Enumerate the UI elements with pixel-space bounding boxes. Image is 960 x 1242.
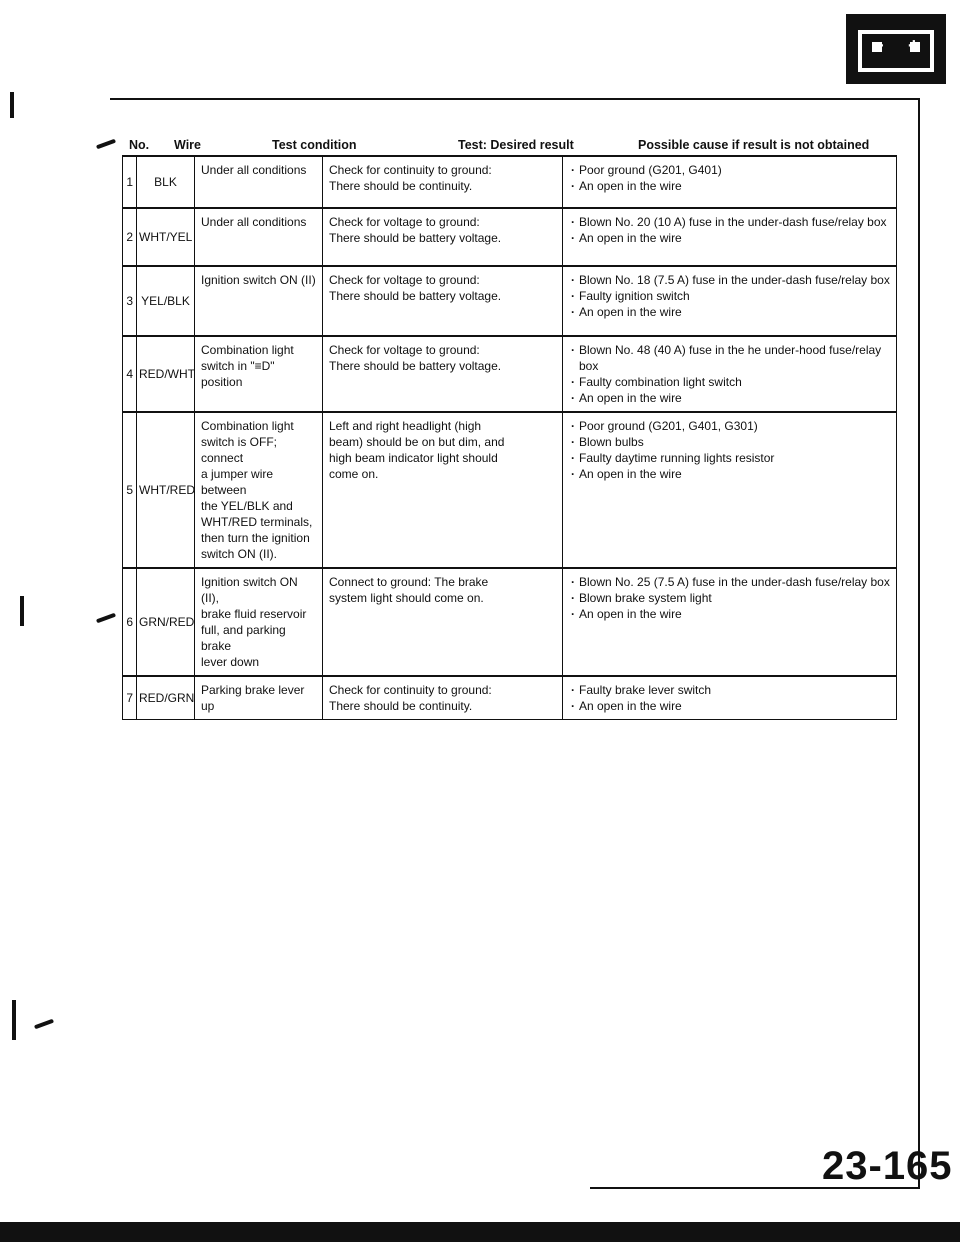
possible-cause-item: · Blown No. 20 (10 A) fuse in the under-dash fuse/relay box — [569, 214, 890, 230]
possible-cause-item: · Faulty daytime running lights resistor — [569, 450, 890, 466]
table-row — [123, 336, 897, 412]
desired-result-line: Check for voltage to ground: — [329, 273, 480, 287]
desired-result-cell — [323, 336, 563, 412]
test-condition-cell — [195, 568, 323, 676]
desired-result-cell — [323, 266, 563, 336]
table-row — [123, 676, 897, 720]
desired-result-cell — [323, 676, 563, 720]
table-row — [123, 568, 897, 676]
possible-cause-item: · Blown bulbs — [569, 434, 890, 450]
wire-color: WHT/YEL — [137, 208, 195, 266]
wire-color: BLK — [137, 156, 195, 208]
test-condition-cell — [195, 336, 323, 412]
desired-result-line: Left and right headlight (high — [329, 419, 482, 433]
desired-result-line: Check for voltage to ground: — [329, 215, 480, 229]
wire-color: RED/GRN — [137, 676, 195, 720]
bottom-bar — [0, 1222, 960, 1242]
battery-icon — [846, 14, 946, 84]
test-condition-line: brake fluid reservoir — [201, 607, 307, 621]
row-number: 5 — [123, 412, 137, 568]
wire-color: GRN/RED — [137, 568, 195, 676]
test-condition-line: switch is OFF; connect — [201, 435, 278, 465]
desired-result-cell — [323, 208, 563, 266]
margin-tick-mark — [96, 613, 116, 624]
desired-result-line: come on. — [329, 467, 379, 481]
desired-result-line: There should be continuity. — [329, 699, 473, 713]
battery-minus-sign: − — [872, 35, 884, 57]
desired-result-cell — [323, 568, 563, 676]
binding-mark — [10, 92, 14, 118]
possible-cause-item: · Blown No. 48 (40 A) fuse in the he under-hood fuse/relay box — [569, 342, 890, 374]
row-number: 3 — [123, 266, 137, 336]
header-no: No. — [129, 138, 150, 152]
header-test-condition: Test condition — [272, 138, 357, 152]
right-rule — [918, 98, 920, 1188]
test-condition-line: a jumper wire between — [201, 467, 274, 497]
header-possible-cause: Possible cause if result is not obtained — [638, 138, 870, 152]
possible-cause-item: · Faulty combination light switch — [569, 374, 890, 390]
diagnostic-table-body — [123, 156, 897, 720]
margin-tick-mark — [34, 1019, 54, 1030]
possible-cause-cell — [563, 412, 897, 568]
desired-result-line: high beam indicator light should — [329, 451, 498, 465]
row-number: 4 — [123, 336, 137, 412]
table-row — [123, 266, 897, 336]
test-condition-cell — [195, 412, 323, 568]
test-condition-cell — [195, 266, 323, 336]
possible-cause-item: · Blown brake system light — [569, 590, 890, 606]
test-condition-line: full, and parking brake — [201, 623, 286, 653]
test-condition-line: Under all conditions — [201, 163, 307, 177]
binding-mark — [20, 596, 24, 626]
test-condition-line: then turn the ignition — [201, 531, 310, 545]
possible-cause-item: · Faulty ignition switch — [569, 288, 890, 304]
diagnostic-table — [122, 155, 897, 720]
possible-cause-item: · An open in the wire — [569, 466, 890, 482]
binding-mark — [12, 1000, 16, 1040]
desired-result-line: There should be battery voltage. — [329, 359, 502, 373]
possible-cause-item: · An open in the wire — [569, 178, 890, 194]
test-condition-line: Under all conditions — [201, 215, 307, 229]
test-condition-line: the YEL/BLK and — [201, 499, 293, 513]
possible-cause-item: · An open in the wire — [569, 230, 890, 246]
row-number: 6 — [123, 568, 137, 676]
row-number: 1 — [123, 156, 137, 208]
test-condition-cell — [195, 208, 323, 266]
desired-result-cell — [323, 156, 563, 208]
page-number: 23-165 — [822, 1144, 953, 1188]
desired-result-line: Check for continuity to ground: — [329, 683, 492, 697]
wire-color: WHT/RED — [137, 412, 195, 568]
desired-result-line: There should be battery voltage. — [329, 289, 502, 303]
battery-icon-body — [858, 30, 934, 72]
test-condition-line: Parking brake lever up — [201, 683, 305, 713]
test-condition-line: lever down — [201, 655, 260, 669]
margin-tick-mark — [96, 139, 116, 150]
possible-cause-cell — [563, 156, 897, 208]
test-condition-line: WHT/RED terminals, — [201, 515, 313, 529]
table-row — [123, 208, 897, 266]
possible-cause-item: · An open in the wire — [569, 698, 890, 714]
wire-color: YEL/BLK — [137, 266, 195, 336]
battery-plus-sign: + — [908, 35, 920, 57]
test-condition-line: Combination light — [201, 419, 294, 433]
possible-cause-cell — [563, 208, 897, 266]
top-rule — [110, 98, 920, 100]
possible-cause-item: · Blown No. 25 (7.5 A) fuse in the under-dash fuse/relay box — [569, 574, 890, 590]
test-condition-cell — [195, 156, 323, 208]
desired-result-cell — [323, 412, 563, 568]
possible-cause-cell — [563, 266, 897, 336]
row-number: 7 — [123, 676, 137, 720]
desired-result-line: Check for continuity to ground: — [329, 163, 492, 177]
row-number: 2 — [123, 208, 137, 266]
possible-cause-item: · Poor ground (G201, G401) — [569, 162, 890, 178]
possible-cause-item: · An open in the wire — [569, 390, 890, 406]
desired-result-line: There should be continuity. — [329, 179, 473, 193]
test-condition-cell — [195, 676, 323, 720]
possible-cause-cell — [563, 676, 897, 720]
test-condition-line: Ignition switch ON (II), — [201, 575, 298, 605]
possible-cause-item: · Blown No. 18 (7.5 A) fuse in the under-dash fuse/relay box — [569, 272, 890, 288]
possible-cause-cell — [563, 336, 897, 412]
desired-result-line: Check for voltage to ground: — [329, 343, 480, 357]
desired-result-line: beam) should be on but dim, and — [329, 435, 505, 449]
possible-cause-item: · Poor ground (G201, G401, G301) — [569, 418, 890, 434]
possible-cause-cell — [563, 568, 897, 676]
header-wire: Wire — [174, 138, 201, 152]
header-desired-result: Test: Desired result — [458, 138, 574, 152]
possible-cause-item: · An open in the wire — [569, 304, 890, 320]
table-row — [123, 156, 897, 208]
desired-result-line: Connect to ground: The brake — [329, 575, 489, 589]
test-condition-line: switch in "≡D" position — [201, 359, 275, 389]
test-condition-line: Ignition switch ON (II) — [201, 273, 316, 287]
desired-result-line: system light should come on. — [329, 591, 484, 605]
wire-color: RED/WHT — [137, 336, 195, 412]
possible-cause-item: · Faulty brake lever switch — [569, 682, 890, 698]
desired-result-line: There should be battery voltage. — [329, 231, 502, 245]
table-row — [123, 412, 897, 568]
possible-cause-item: · An open in the wire — [569, 606, 890, 622]
test-condition-line: switch ON (II). — [201, 547, 278, 561]
test-condition-line: Combination light — [201, 343, 294, 357]
